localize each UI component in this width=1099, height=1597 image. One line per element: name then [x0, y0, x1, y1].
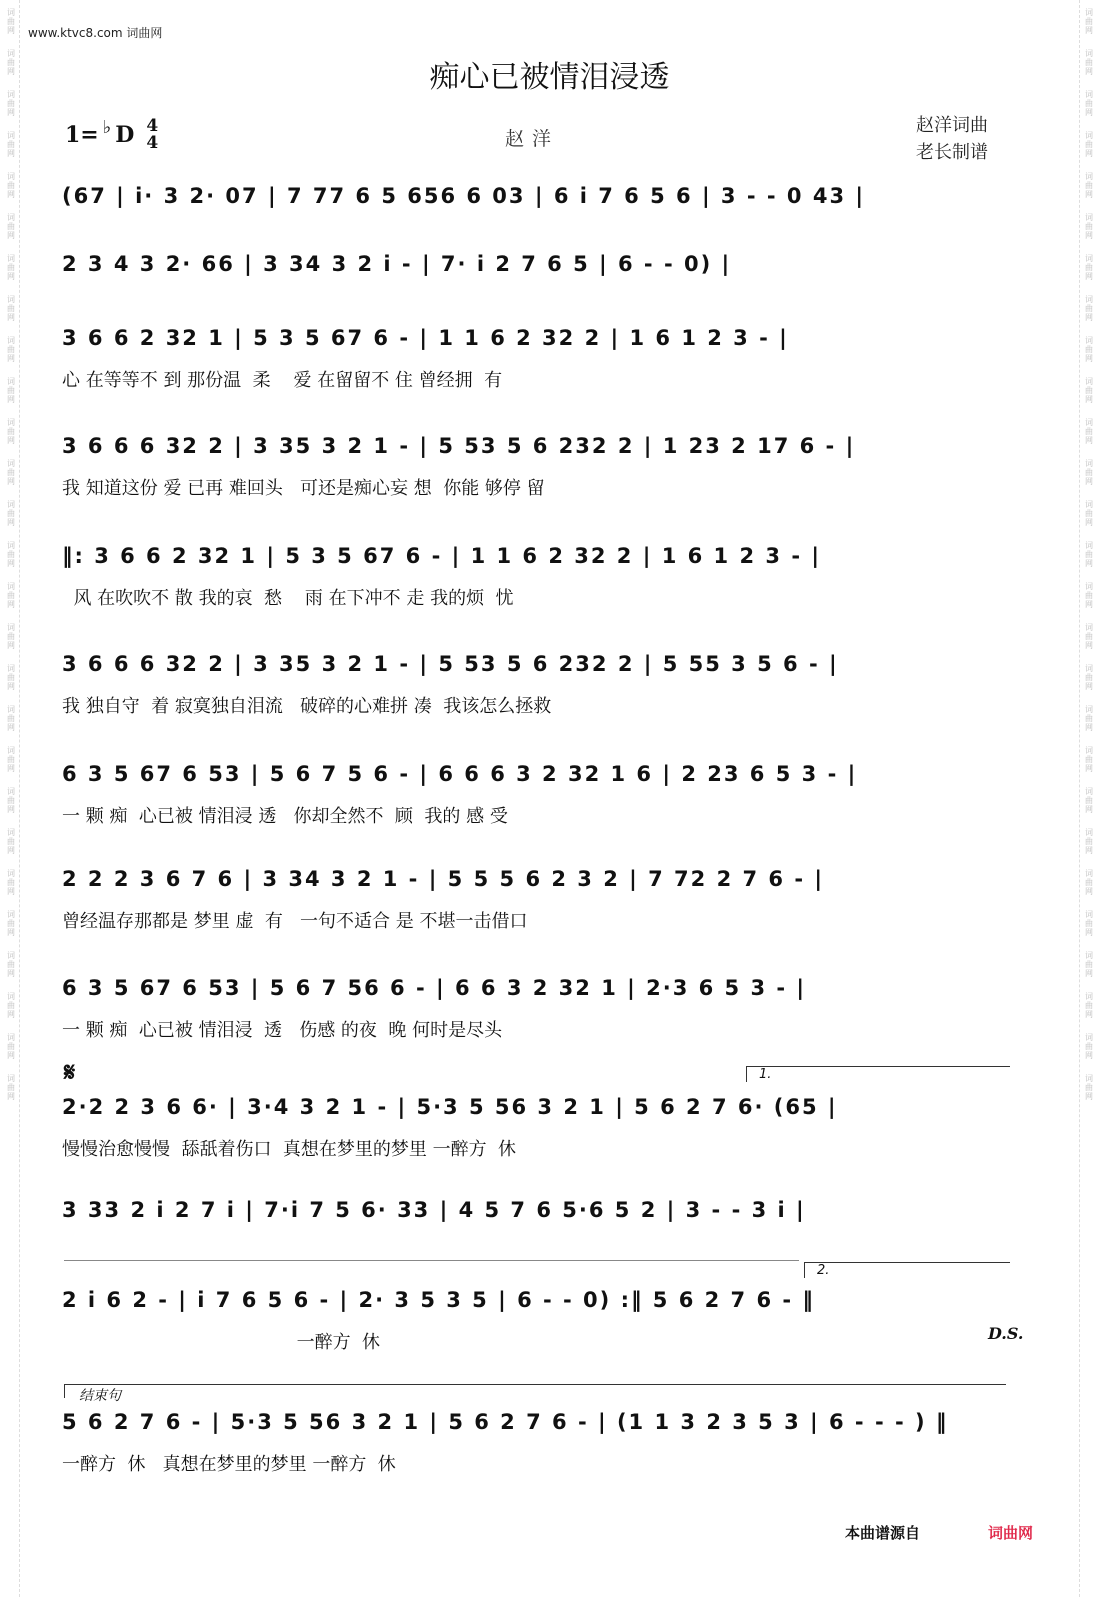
watermark-text: 词曲网: [6, 418, 16, 445]
lyrics: 我 知道这份 爱 已再 难回头 可还是痴心妄 想 你能 够停 留: [62, 478, 545, 499]
notation: 2 i 6 2 - | i 7 6 5 6 - | 2· 3 5 3 5 | 6 - - 0) :‖ 5 6 2 7 6 - ‖: [62, 1288, 815, 1312]
volta-first-ending: 1.: [746, 1066, 1010, 1082]
watermark-text: 词曲网: [6, 8, 16, 35]
watermark-text: 词曲网: [6, 910, 16, 937]
lyrics: 一醉方 休: [62, 1332, 381, 1353]
watermark-text: 词曲网: [6, 746, 16, 773]
watermark-text: 词曲网: [1084, 828, 1094, 855]
dal-segno-mark: D.S.: [988, 1324, 1024, 1343]
divider-line: [64, 1260, 799, 1261]
credit-score: 老长制谱: [916, 142, 988, 163]
notation: 3 6 6 6 32 2 | 3 35 3 2 1 - | 5 53 5 6 232 2 | 1 23 2 17 6 - |: [62, 434, 856, 458]
lyrics: 一 颗 痴 心已被 情泪浸 透 你却全然不 顾 我的 感 受: [62, 806, 508, 827]
watermark-text: 词曲网: [1084, 254, 1094, 281]
watermark-text: 词曲网: [1084, 213, 1094, 240]
notation: 2 2 2 3 6 7 6 | 3 34 3 2 1 - | 5 5 5 6 2 3 2 | 7 72 2 7 6 - |: [62, 867, 825, 891]
notation: 5 6 2 7 6 - | 5·3 5 56 3 2 1 | 5 6 2 7 6 - | (1 1 3 2 3 5 3 | 6 - - - ) ‖: [62, 1410, 949, 1434]
source-label: 本曲谱源自: [845, 1524, 921, 1542]
watermark-text: 词曲网: [6, 172, 16, 199]
notation: 3 33 2 i 2 7 i | 7·i 7 5 6· 33 | 4 5 7 6 5·6 5 2 | 3 - - 3 i |: [62, 1198, 806, 1222]
watermark-text: 词曲网: [1084, 1074, 1094, 1101]
site-url: www.ktvc8.com 词曲网: [28, 26, 163, 40]
watermark-text: 词曲网: [1084, 787, 1094, 814]
watermark-text: 词曲网: [6, 951, 16, 978]
volta-second-ending: 2.: [804, 1262, 1010, 1278]
key-prefix: 1=: [65, 122, 99, 148]
watermark-text: 词曲网: [6, 828, 16, 855]
watermark-text: 词曲网: [1084, 459, 1094, 486]
watermark-text: 词曲网: [6, 623, 16, 650]
flat-symbol: ♭: [102, 116, 112, 138]
watermark-text: 词曲网: [1084, 295, 1094, 322]
watermark-text: 词曲网: [1084, 705, 1094, 732]
watermark-text: 词曲网: [1084, 910, 1094, 937]
watermark-text: 词曲网: [1084, 172, 1094, 199]
watermark-text: 词曲网: [1084, 336, 1094, 363]
watermark-text: 词曲网: [6, 295, 16, 322]
watermark-text: 词曲网: [6, 336, 16, 363]
notation: 6 3 5 67 6 53 | 5 6 7 56 6 - | 6 6 3 2 32 1 | 2·3 6 5 3 - |: [62, 976, 807, 1000]
lyrics: 慢慢治愈慢慢 舔舐着伤口 真想在梦里的梦里 一醉方 休: [62, 1139, 517, 1160]
notation: (67 | i· 3 2· 07 | 7 77 6 5 656 6 03 | 6 i 7 6 5 6 | 3 - - 0 43 |: [62, 184, 866, 208]
watermark-text: 词曲网: [1084, 418, 1094, 445]
notation: 2 3 4 3 2· 66 | 3 34 3 2 i - | 7· i 2 7 6 5 | 6 - - 0) |: [62, 252, 732, 276]
watermark-text: 词曲网: [6, 582, 16, 609]
notation: 3 6 6 2 32 1 | 5 3 5 67 6 - | 1 1 6 2 32 2 | 1 6 1 2 3 - |: [62, 326, 789, 350]
key-signature: [65, 118, 158, 152]
watermark-column-left: [2, 0, 20, 1597]
watermark-text: 词曲网: [6, 664, 16, 691]
watermark-text: 词曲网: [6, 213, 16, 240]
credits: [916, 112, 988, 166]
notation: 3 6 6 6 32 2 | 3 35 3 2 1 - | 5 53 5 6 232 2 | 5 55 3 5 6 - |: [62, 652, 839, 676]
lyrics: 曾经温存那都是 梦里 虚 有 一句不适合 是 不堪一击借口: [62, 911, 528, 932]
watermark-text: 词曲网: [1084, 869, 1094, 896]
watermark-text: 词曲网: [1084, 49, 1094, 76]
watermark-text: 词曲网: [6, 787, 16, 814]
watermark-column-right: [1079, 0, 1097, 1597]
watermark-text: 词曲网: [6, 541, 16, 568]
lyrics: 风 在吹吹不 散 我的哀 愁 雨 在下冲不 走 我的烦 忧: [62, 588, 514, 609]
watermark-text: 词曲网: [1084, 623, 1094, 650]
time-top: 4: [146, 116, 159, 136]
watermark-text: 词曲网: [6, 131, 16, 158]
ending-bracket: 结束句: [64, 1384, 1006, 1398]
watermark-text: 词曲网: [1084, 131, 1094, 158]
lyrics: 我 独自守 着 寂寞独自泪流 破碎的心难拼 凑 我该怎么拯救: [62, 696, 552, 717]
watermark-text: 词曲网: [6, 254, 16, 281]
watermark-text: 词曲网: [6, 90, 16, 117]
watermark-text: 词曲网: [6, 377, 16, 404]
notation: 6 3 5 67 6 53 | 5 6 7 5 6 - | 6 6 6 3 2 32 1 6 | 2 23 6 5 3 - |: [62, 762, 858, 786]
watermark-text: 词曲网: [1084, 8, 1094, 35]
segno-sign: 𝄋: [64, 1058, 76, 1088]
key-note: D: [115, 122, 135, 148]
singer: 赵洋: [505, 128, 560, 150]
watermark-text: 词曲网: [6, 500, 16, 527]
watermark-text: 词曲网: [1084, 377, 1094, 404]
notation: 2·2 2 3 6 6· | 3·4 3 2 1 - | 5·3 5 56 3 2 1 | 5 6 2 7 6· (65 |: [62, 1095, 838, 1119]
watermark-text: 词曲网: [1084, 746, 1094, 773]
watermark-text: 词曲网: [1084, 90, 1094, 117]
watermark-text: 词曲网: [6, 1033, 16, 1060]
watermark-text: 词曲网: [1084, 500, 1094, 527]
lyrics: 一 颗 痴 心已被 情泪浸 透 伤感 的夜 晚 何时是尽头: [62, 1020, 503, 1041]
watermark-text: 词曲网: [6, 1074, 16, 1101]
watermark-text: 词曲网: [1084, 541, 1094, 568]
lyrics: 一醉方 休 真想在梦里的梦里 一醉方 休: [62, 1454, 396, 1475]
source-site-link[interactable]: 词曲网: [988, 1524, 1034, 1542]
watermark-text: 词曲网: [6, 459, 16, 486]
notation: ‖: 3 6 6 2 32 1 | 5 3 5 67 6 - | 1 1 6 2 32 2 | 1 6 1 2 3 - |: [62, 544, 822, 568]
watermark-text: 词曲网: [1084, 582, 1094, 609]
lyrics: 心 在等等不 到 那份温 柔 爱 在留留不 住 曾经拥 有: [62, 370, 503, 391]
watermark-text: 词曲网: [1084, 1033, 1094, 1060]
watermark-text: 词曲网: [6, 992, 16, 1019]
song-title: 痴心已被情泪浸透: [429, 60, 670, 95]
watermark-text: 词曲网: [6, 49, 16, 76]
watermark-text: 词曲网: [1084, 951, 1094, 978]
time-bottom: 4: [146, 133, 159, 153]
watermark-text: 词曲网: [1084, 992, 1094, 1019]
credit-lyrics: 赵洋词曲: [916, 115, 988, 136]
time-signature: [146, 118, 158, 152]
watermark-text: 词曲网: [6, 869, 16, 896]
watermark-text: 词曲网: [1084, 664, 1094, 691]
watermark-text: 词曲网: [6, 705, 16, 732]
